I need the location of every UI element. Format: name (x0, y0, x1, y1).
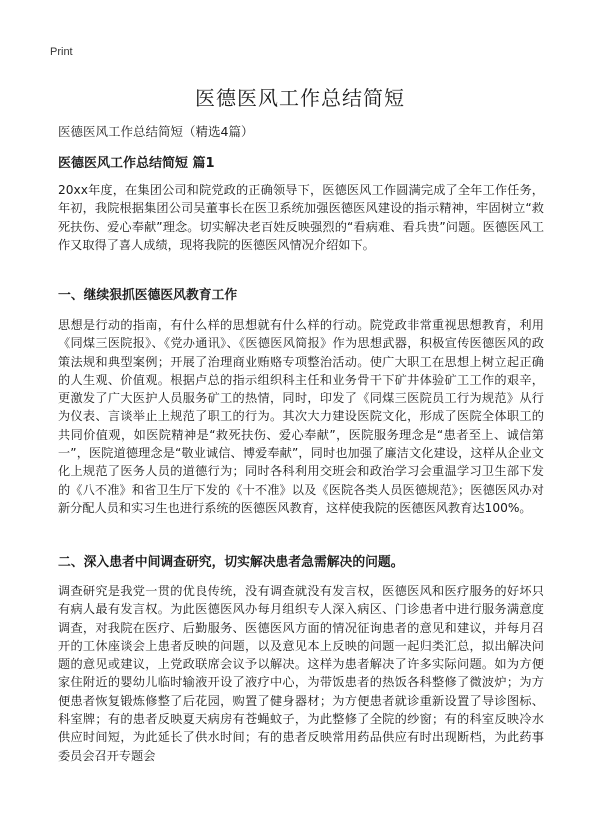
article-heading: 医德医风工作总结简短 篇1 (58, 156, 215, 171)
section-heading-2: 二、深入患者中间调查研究，切实解决患者急需解决的问题。 (58, 555, 404, 570)
section-1-paragraph: 思想是行动的指南，有什么样的思想就有什么样的行动。院党政非常重视思想教育，利用《同煤三医院报》、《党办通讯》、《医德医风简报》作为思想武器，积极宣传医德医风的政策法规和典型案例；开展了治理商业贿赂专项整治活动。使广大职工在思想上树立起正确的人生观、价值观。根据卢总的指示组织科主任和业务骨干下矿井体验矿工工作的艰辛，更激发了广大医护人员服务矿工的热情，同时，印发了《同煤三医院员工行为规范》从行为仪表、言谈举止上规范了职工的行为。其次大力建设医院文化，形成了医院全体职工的共同价值观，如医院精神是“救死扶伤、爱心奉献”，医院服务理念是“患者至上、诚信第一”，医院道德理念是“敬业诚信、博爱奉献”，同时也加强了廉洁文化建设，这样从企业文化上规范了医务人员的道德行为；同时各科利用交班会和政治学习会重温学习卫生部下发的《八不准》和省卫生厅下发的《十不准》以及《医院各类人员医德规范》；医德医风办对新分配人员和实习生也进行系统的医德医风教育，这样使我院的医德医风教育达100%。 (58, 318, 544, 515)
section-heading-1: 一、继续狠抓医德医风教育工作 (58, 288, 238, 303)
page-title: 医德医风工作总结简短 (195, 86, 405, 110)
document-subtitle: 医德医风工作总结简短（精选4篇） (58, 124, 254, 139)
print-link[interactable]: Print (50, 46, 73, 58)
intro-paragraph: 20xx年度，在集团公司和院党政的正确领导下，医德医风工作圆满完成了全年工作任务，年初，我院根据集团公司吴董事长在医卫系统加强医德医风建设的指示精神，牢固树立“救死扶伤、爱心奉献”理念。切实解决老百姓反映强烈的“看病难、看兵贵”问题。医德医风工作又取得了喜人成绩，现将我院的医德医风情况介绍如下。 (58, 183, 544, 252)
section-2-paragraph: 调查研究是我党一贯的优良传统，没有调查就没有发言权，医德医风和医疗服务的好坏只有病人最有发言权。为此医德医风办每月组织专人深入病区、门诊患者中进行服务满意度调查，对我院在医疗、后勤服务、医德医风方面的情况征询患者的意见和建议，并每月召开的工休座谈会上患者反映的问题，以及意见本上反映的问题一起归类汇总，拟出解决问题的意见或建议，上党政联席会议予以解决。这样为患者解决了许多实际问题。如为方便家住附近的婴幼儿临时输液开设了液疗中心，为带饭患者的热饭各科整修了微波炉；为方便患者恢复锻炼修整了后花园，购置了健身器材；为方便患者就诊重新设置了导诊图标、科室牌；有的患者反映夏天病房有苍蝇蚊子，为此整修了全院的纱窗；有的科室反映冷水供应时间短，为此延长了供水时间；有的患者反映常用药品供应有时出现断档，为此药事委员会召开专题会 (58, 584, 544, 763)
